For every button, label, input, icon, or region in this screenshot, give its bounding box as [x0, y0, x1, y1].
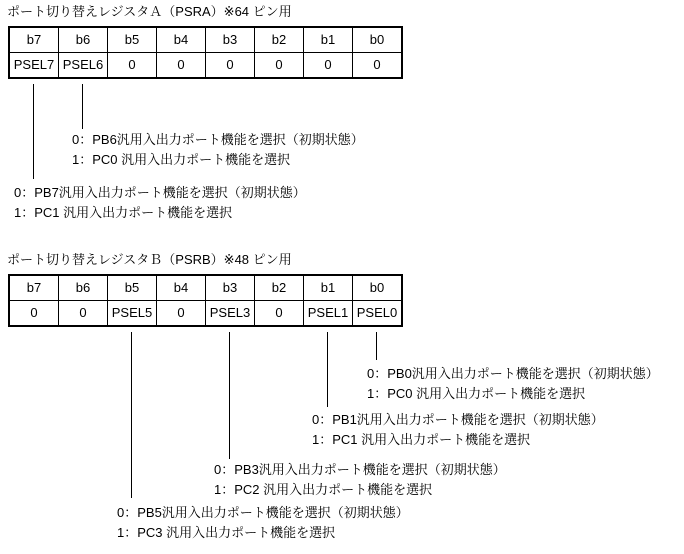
psra-value-row — [10, 53, 401, 77]
psra-title: ポート切り替えレジスタＡ（PSRA）※64 ピン用 — [7, 4, 292, 19]
psrb-note-b1 — [312, 410, 604, 450]
psrb-header-b5: b5 — [108, 276, 157, 300]
psrb-value-b1: PSEL1 — [304, 301, 353, 325]
psra-value-b0: 0 — [373, 57, 381, 72]
psra-header-b0: b0 — [369, 32, 385, 47]
psrb-value-b3: PSEL3 — [206, 301, 255, 325]
psrb-note-b3-line1: 1：PC2 汎用入出力ポート機能を選択 — [214, 482, 433, 497]
psra-note-b7-line0: 0：PB7汎用入出力ポート機能を選択（初期状態） — [14, 185, 306, 200]
psra-header-b6: b6 — [59, 28, 108, 52]
psrb-header-b7: b7 — [10, 276, 59, 300]
psrb-value-b4: 0 — [157, 301, 206, 325]
psra-leader-line-b7 — [33, 84, 34, 179]
psra-value-b7: PSEL7 — [10, 53, 59, 77]
psrb-header-b6: b6 — [59, 276, 108, 300]
psrb-value-b6: 0 — [59, 301, 108, 325]
psra-note-b7 — [14, 183, 306, 223]
psrb-value-b0: PSEL0 — [356, 305, 398, 320]
psra-header-b1: b1 — [304, 28, 353, 52]
psrb-leader-line-b1 — [327, 332, 328, 407]
psrb-header-b2: b2 — [255, 276, 304, 300]
psrb-note-b3 — [214, 460, 506, 500]
psra-note-b6 — [72, 130, 364, 170]
psrb-value-b2: 0 — [255, 301, 304, 325]
psrb-note-b5 — [117, 503, 409, 543]
psra-bit-table — [8, 26, 403, 79]
psrb-header-b1: b1 — [304, 276, 353, 300]
psrb-leader-line-b5 — [131, 332, 132, 498]
psrb-leader-line-b3 — [229, 332, 230, 459]
psrb-note-b5-line0: 0：PB5汎用入出力ポート機能を選択（初期状態） — [117, 505, 409, 520]
psra-value-b6: PSEL6 — [59, 53, 108, 77]
psrb-bit-table — [8, 274, 403, 327]
psrb-value-b7: 0 — [10, 301, 59, 325]
psrb-header-row — [10, 276, 401, 301]
psrb-value-b5: PSEL5 — [108, 301, 157, 325]
psra-value-b4: 0 — [157, 53, 206, 77]
psra-header-b4: b4 — [157, 28, 206, 52]
psra-value-b5: 0 — [108, 53, 157, 77]
psra-leader-line-b6 — [82, 84, 83, 129]
psra-note-b7-line1: 1：PC1 汎用入出力ポート機能を選択 — [14, 205, 233, 220]
psra-value-b2: 0 — [255, 53, 304, 77]
psra-header-b7: b7 — [10, 28, 59, 52]
psrb-leader-line-b0 — [376, 332, 377, 360]
psrb-value-row — [10, 301, 401, 325]
psra-header-row — [10, 28, 401, 53]
psra-note-b6-line0: 0：PB6汎用入出力ポート機能を選択（初期状態） — [72, 132, 364, 147]
psra-header-b2: b2 — [255, 28, 304, 52]
psrb-note-b3-line0: 0：PB3汎用入出力ポート機能を選択（初期状態） — [214, 462, 506, 477]
psrb-note-b0-line0: 0：PB0汎用入出力ポート機能を選択（初期状態） — [367, 366, 659, 381]
psrb-note-b5-line1: 1：PC3 汎用入出力ポート機能を選択 — [117, 525, 336, 540]
psrb-header-b4: b4 — [157, 276, 206, 300]
psrb-header-b0: b0 — [369, 280, 385, 295]
psrb-note-b1-line0: 0：PB1汎用入出力ポート機能を選択（初期状態） — [312, 412, 604, 427]
psrb-note-b0 — [367, 364, 659, 404]
psra-value-b1: 0 — [304, 53, 353, 77]
psrb-title: ポート切り替えレジスタＢ（PSRB）※48 ピン用 — [7, 252, 292, 267]
psrb-note-b1-line1: 1：PC1 汎用入出力ポート機能を選択 — [312, 432, 531, 447]
psrb-note-b0-line1: 1：PC0 汎用入出力ポート機能を選択 — [367, 386, 586, 401]
psra-value-b3: 0 — [206, 53, 255, 77]
psra-header-b5: b5 — [108, 28, 157, 52]
psra-header-b3: b3 — [206, 28, 255, 52]
psrb-header-b3: b3 — [206, 276, 255, 300]
psra-note-b6-line1: 1：PC0 汎用入出力ポート機能を選択 — [72, 152, 291, 167]
